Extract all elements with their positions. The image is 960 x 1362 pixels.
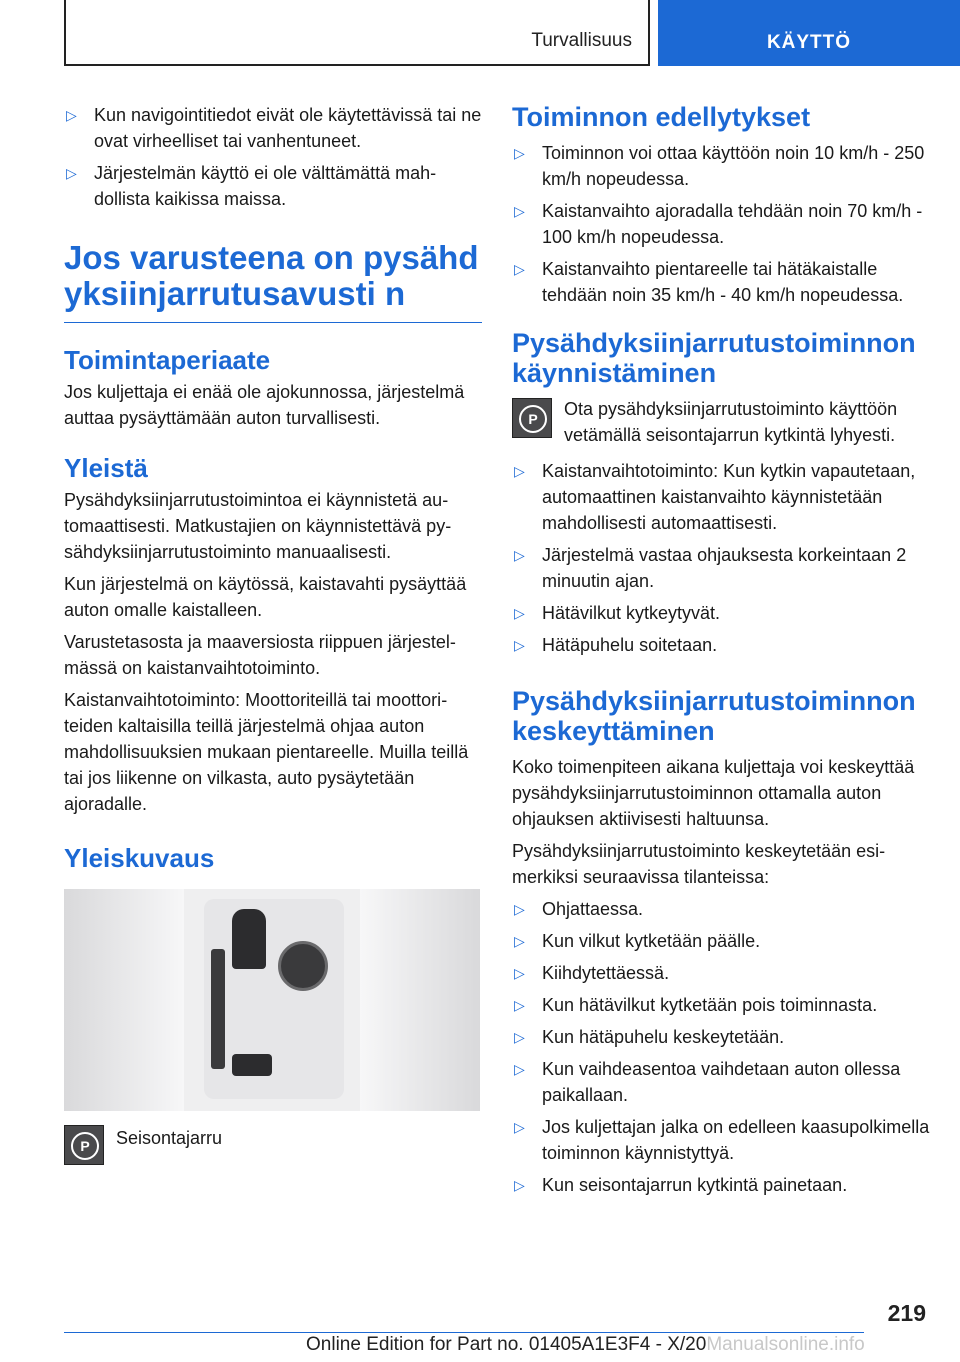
paragraph: Kaistanvaihtotoiminto: Moottoriteillä tai moottoriteiden kaltaisilla teillä järjestelmä ohjaa auton mahdollisuuksien mukaan pientareelle. Muilla teillä tai jos liikenne on vilkasta, auto pysäytetään ajoradalle.	[64, 690, 469, 814]
list-item: ▷ Kun vilkut kytketään päälle.	[512, 928, 932, 954]
bullet-triangle-icon: ▷	[514, 463, 525, 479]
paragraph: Pysähdyksiinjarrutustoimintoa ei käynnistetä automaattisesti. Matkustajien on käynnistettävä pysähdyksiinjarrutustoiminto manuaalisesti.	[64, 490, 452, 562]
left-column	[64, 102, 482, 1163]
list-item: ▷ Kun hätäpuhelu keskeytetään.	[512, 1024, 932, 1050]
header-chapter-label: KÄYTTÖ	[766, 32, 852, 53]
bullet-triangle-icon: ▷	[514, 933, 525, 949]
bullet-triangle-icon: ▷	[514, 1119, 525, 1135]
paragraph: Varustetasosta ja maaversiosta riippuen järjestelmässä on kaistanvaihtotoiminto.	[64, 632, 456, 678]
subheading-prerequisites: Toiminnon edellytykset	[512, 102, 811, 132]
header-chapter-tab	[658, 0, 960, 66]
footer-edition	[306, 1334, 865, 1356]
paragraph: Kun järjestelmä on käytössä, kaistavahti pysäyttää auton omalle kaistalleen.	[64, 574, 467, 620]
gear-selector	[232, 909, 266, 969]
seat-right	[360, 889, 480, 1111]
list-item: ▷ Kun seisontajarrun kytkintä painetaan.	[512, 1172, 932, 1198]
watermark: Manualsonline.info	[706, 1334, 865, 1355]
seat-left	[64, 889, 184, 1111]
section-heading: Jos varusteena on pysähdyksiinjarrutusavusti n	[64, 240, 482, 323]
list-item: ▷ Kaistanvaihto pientareelle tai hätäkaistalle tehdään noin 35 km/h - 40 km/h nopeudessa.	[512, 256, 932, 308]
list-item: ▷ Kun vaihdeasentoa vaihdetaan auton ollessa paikallaan.	[512, 1056, 932, 1108]
list-item: ▷ Toiminnon voi ottaa käyttöön noin 10 km/h - 250 km/h nopeudessa.	[512, 140, 932, 192]
paragraph: Koko toimenpiteen aikana kuljettaja voi keskeyttää pysähdyksiinjarrutustoiminnon ottamalla auton ohjauksen aktiivisesti haltuunsa.	[512, 757, 915, 829]
controller-knob	[278, 941, 328, 991]
subheading-overview: Yleiskuvaus	[64, 843, 215, 873]
bullet-triangle-icon: ▷	[66, 107, 77, 123]
bullet-triangle-icon: ▷	[514, 637, 525, 653]
header-section-title: Turvallisuus	[531, 30, 632, 51]
paragraph: Pysähdyksiinjarrutustoiminto keskeytetään esimerkiksi seuraavissa tilanteissa:	[512, 841, 886, 887]
bullet-triangle-icon: ▷	[514, 901, 525, 917]
parking-brake-icon: P	[512, 398, 552, 438]
list-item: ▷ Kun hätävilkut kytketään pois toiminnasta.	[512, 992, 932, 1018]
subheading-start: Pysähdyksiinjarrutustoiminnon käynnistäminen	[512, 328, 916, 388]
parking-brake-icon: P	[64, 1125, 104, 1165]
list-item: ▷ Kun navigointitiedot eivät ole käytettävissä tai ne ovat virheelliset tai vanhentuneet.	[64, 102, 482, 154]
list-item: ▷ Järjestelmän käyttö ei ole välttämättä mahdollista kaikissa maissa.	[64, 160, 482, 212]
bullet-triangle-icon: ▷	[514, 605, 525, 621]
figure-caption: Seisontajarru	[116, 1128, 223, 1148]
bullet-triangle-icon: ▷	[514, 1061, 525, 1077]
header-section-box	[64, 0, 650, 66]
list-item: ▷ Kaistanvaihtotoiminto: Kun kytkin vapautetaan, automaattinen kaistanvaihto käynnistetään mahdollisesti automaattisesti.	[512, 458, 932, 536]
footer-rule	[64, 1332, 864, 1333]
parking-brake-switch	[232, 1054, 272, 1076]
button-strip	[211, 949, 225, 1069]
console	[204, 899, 344, 1099]
list-item: ▷ Hätävilkut kytkeytyvät.	[512, 600, 932, 626]
list-item: ▷ Jos kuljettajan jalka on edelleen kaasupolkimella toiminnon käynnistyttyä.	[512, 1114, 932, 1166]
paragraph: Jos kuljettaja ei enää ole ajokunnossa, järjestelmä auttaa pysäyttämään auton turvallisesti.	[64, 382, 465, 428]
list-item: ▷ Kaistanvaihto ajoradalla tehdään noin 70 km/h - 100 km/h nopeudessa.	[512, 198, 932, 250]
figure-legend	[64, 1125, 482, 1163]
subheading-principle: Toimintaperiaate	[64, 345, 271, 375]
bullet-triangle-icon: ▷	[514, 1029, 525, 1045]
bullet-triangle-icon: ▷	[514, 965, 525, 981]
right-column	[512, 102, 932, 1204]
list-item: ▷ Ohjattaessa.	[512, 896, 932, 922]
edition-text: Online Edition for Part no. 01405A1E3F4 - X/20	[306, 1334, 707, 1355]
page-number: 219	[887, 1300, 926, 1326]
bullet-triangle-icon: ▷	[514, 261, 525, 277]
list-item: ▷ Järjestelmä vastaa ohjauksesta korkeintaan 2 minuutin ajan.	[512, 542, 932, 594]
center-console-image	[64, 889, 480, 1111]
subheading-general: Yleistä	[64, 453, 148, 483]
bullet-triangle-icon: ▷	[514, 145, 525, 161]
list-item: ▷ Hätäpuhelu soitetaan.	[512, 632, 932, 658]
bullet-triangle-icon: ▷	[514, 997, 525, 1013]
bullet-triangle-icon: ▷	[66, 165, 77, 181]
list-item: ▷ Kiihdytettäessä.	[512, 960, 932, 986]
subheading-stop: Pysähdyksiinjarrutustoiminnon keskeyttäminen	[512, 686, 916, 746]
bullet-triangle-icon: ▷	[514, 547, 525, 563]
bullet-triangle-icon: ▷	[514, 203, 525, 219]
bullet-triangle-icon: ▷	[514, 1177, 525, 1193]
icon-paragraph: P Ota pysähdyksiinjarrutustoiminto käyttöön vetämällä seisontajarrun kytkintä lyhyesti.	[512, 396, 932, 448]
